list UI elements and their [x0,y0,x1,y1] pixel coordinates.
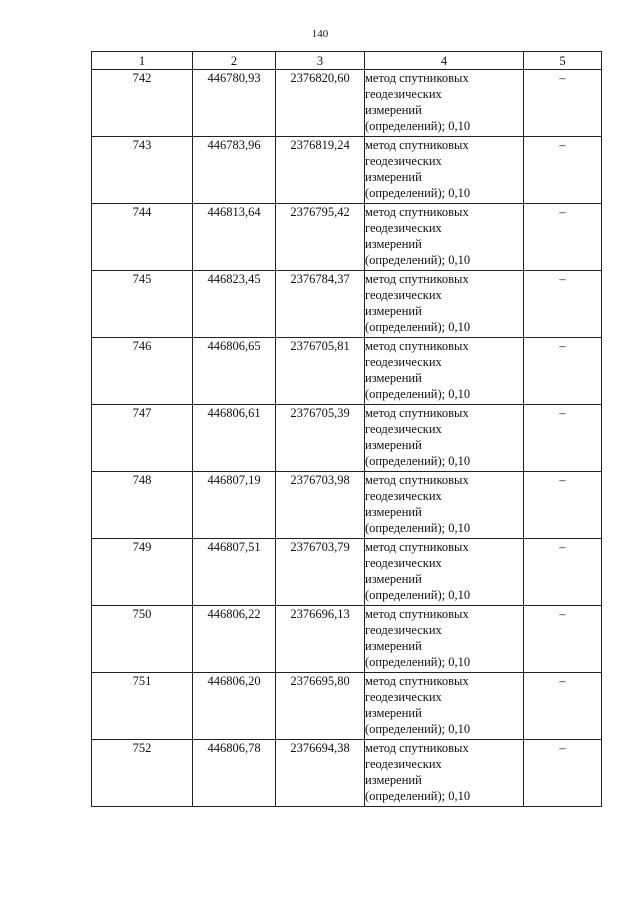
table-row [92,338,602,405]
y-coordinate-cell: 2376703,98 [276,472,365,539]
method-cell [365,740,524,807]
y-coordinate-cell: 2376694,38 [276,740,365,807]
method-line: измерений [365,706,422,720]
method-line: измерений [365,304,422,318]
x-coordinate-cell: 446806,65 [193,338,276,405]
column-header-3: 3 [276,52,365,70]
x-coordinate-cell: 446806,20 [193,673,276,740]
method-line: измерений [365,572,422,586]
x-coordinate-cell: 446780,93 [193,70,276,137]
method-line: (определений); 0,10 [365,119,471,133]
point-number-cell: 743 [92,137,193,204]
x-coordinate-cell: 446806,22 [193,606,276,673]
note-cell: – [524,539,602,606]
x-coordinate-cell: 446807,51 [193,539,276,606]
method-line: метод спутниковых [365,138,469,152]
note-cell: – [524,606,602,673]
y-coordinate-cell: 2376795,42 [276,204,365,271]
point-number-cell: 742 [92,70,193,137]
table-row [92,539,602,606]
method-line: метод спутниковых [365,540,469,554]
method-cell [365,673,524,740]
table-header-row [92,52,602,70]
method-line: метод спутниковых [365,71,469,85]
method-line: измерений [365,237,422,251]
method-line: измерений [365,170,422,184]
method-line: измерений [365,505,422,519]
method-line: измерений [365,438,422,452]
method-line: (определений); 0,10 [365,387,471,401]
method-line: (определений); 0,10 [365,320,471,334]
point-number-cell: 744 [92,204,193,271]
y-coordinate-cell: 2376696,13 [276,606,365,673]
note-cell: – [524,740,602,807]
method-line: геодезических [365,422,442,436]
x-coordinate-cell: 446806,61 [193,405,276,472]
column-header-5: 5 [524,52,602,70]
method-line: геодезических [365,690,442,704]
method-line: геодезических [365,288,442,302]
table-row [92,137,602,204]
method-line: метод спутниковых [365,607,469,621]
method-line: (определений); 0,10 [365,655,471,669]
y-coordinate-cell: 2376784,37 [276,271,365,338]
method-line: (определений); 0,10 [365,186,471,200]
coordinates-table [91,51,602,807]
note-cell: – [524,673,602,740]
method-cell [365,204,524,271]
method-line: измерений [365,773,422,787]
table-row [92,405,602,472]
x-coordinate-cell: 446823,45 [193,271,276,338]
table-row [92,271,602,338]
method-line: измерений [365,639,422,653]
point-number-cell: 746 [92,338,193,405]
point-number-cell: 749 [92,539,193,606]
method-line: геодезических [365,154,442,168]
method-line: (определений); 0,10 [365,521,471,535]
method-line: метод спутниковых [365,406,469,420]
note-cell: – [524,204,602,271]
method-line: измерений [365,371,422,385]
table-row [92,673,602,740]
method-cell [365,606,524,673]
method-line: измерений [365,103,422,117]
note-cell: – [524,338,602,405]
table-body [92,70,602,807]
method-line: (определений); 0,10 [365,588,471,602]
method-cell [365,539,524,606]
method-cell [365,70,524,137]
method-line: метод спутниковых [365,674,469,688]
y-coordinate-cell: 2376695,80 [276,673,365,740]
x-coordinate-cell: 446807,19 [193,472,276,539]
method-line: геодезических [365,757,442,771]
method-line: метод спутниковых [365,205,469,219]
note-cell: – [524,271,602,338]
method-cell [365,405,524,472]
method-line: (определений); 0,10 [365,789,471,803]
method-line: геодезических [365,221,442,235]
y-coordinate-cell: 2376705,39 [276,405,365,472]
method-line: метод спутниковых [365,339,469,353]
y-coordinate-cell: 2376820,60 [276,70,365,137]
method-cell [365,338,524,405]
table-row [92,70,602,137]
point-number-cell: 748 [92,472,193,539]
method-line: (определений); 0,10 [365,454,471,468]
x-coordinate-cell: 446806,78 [193,740,276,807]
method-line: метод спутниковых [365,473,469,487]
point-number-cell: 750 [92,606,193,673]
point-number-cell: 745 [92,271,193,338]
method-cell [365,271,524,338]
column-header-2: 2 [193,52,276,70]
method-line: геодезических [365,355,442,369]
point-number-cell: 751 [92,673,193,740]
method-line: геодезических [365,623,442,637]
table-row [92,472,602,539]
note-cell: – [524,137,602,204]
method-cell [365,137,524,204]
y-coordinate-cell: 2376705,81 [276,338,365,405]
point-number-cell: 752 [92,740,193,807]
point-number-cell: 747 [92,405,193,472]
method-line: метод спутниковых [365,741,469,755]
method-line: (определений); 0,10 [365,253,471,267]
y-coordinate-cell: 2376703,79 [276,539,365,606]
x-coordinate-cell: 446783,96 [193,137,276,204]
method-line: геодезических [365,556,442,570]
table-row [92,740,602,807]
method-cell [365,472,524,539]
table-row [92,204,602,271]
y-coordinate-cell: 2376819,24 [276,137,365,204]
column-header-1: 1 [92,52,193,70]
note-cell: – [524,472,602,539]
table-row [92,606,602,673]
note-cell: – [524,405,602,472]
page-number: 140 [311,28,329,40]
method-line: метод спутниковых [365,272,469,286]
note-cell: – [524,70,602,137]
method-line: геодезических [365,87,442,101]
x-coordinate-cell: 446813,64 [193,204,276,271]
column-header-4: 4 [365,52,524,70]
method-line: геодезических [365,489,442,503]
method-line: (определений); 0,10 [365,722,471,736]
